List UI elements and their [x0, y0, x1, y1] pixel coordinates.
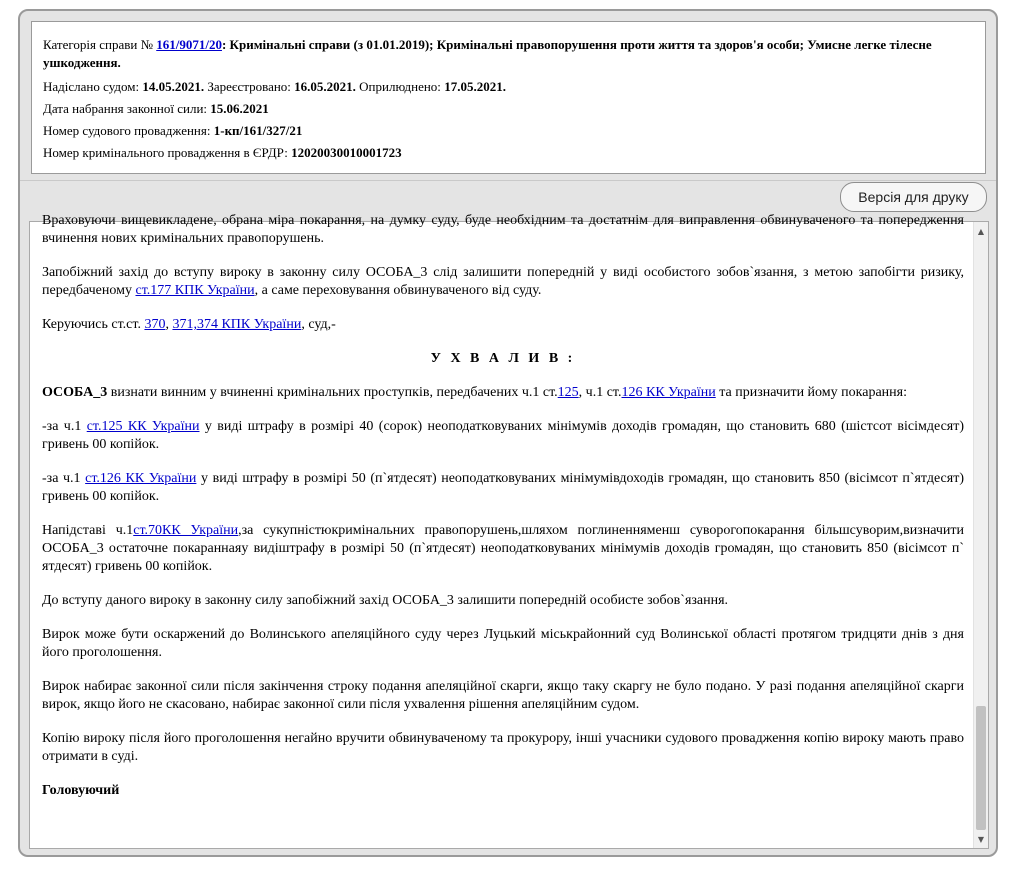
document-viewer[interactable] [29, 213, 989, 849]
erdr-number: 12020030010001723 [291, 145, 402, 160]
paragraph: ОСОБА_3 визнати винним у вчиненні кримінальних проступків, передбачених ч.1 ст.125, ч.1 ст.126 КК України та призначити йому покарання: [42, 385, 907, 400]
case-number-link[interactable]: 161/9071/20 [156, 37, 222, 52]
law-link[interactable]: ст.177 КПК України [135, 283, 255, 298]
effective-date-row [43, 98, 974, 120]
effective-date: 15.06.2021 [210, 101, 269, 116]
registered-date: 16.05.2021. [294, 79, 356, 94]
erdr-row [43, 142, 974, 164]
case-viewer-frame [18, 9, 998, 857]
proceeding-number: 1-кп/161/327/21 [213, 123, 303, 138]
scroll-down-icon[interactable]: ▼ [977, 834, 985, 844]
paragraph: Керуючись ст.ст. 370, 371,374 КПК України, суд,- [42, 317, 336, 332]
document-text [42, 212, 964, 816]
paragraph: Напідставі ч.1ст.70КК України,за сукупністюкримінальних правопорушень,шляхом поглиненняменш суворогопокарання більшсуворим,визначити ОСОБА_3 остаточне покараннаяу видіштрафу в розмірі 50 (п`ятдесят) неоподатковуваних мінімумів доходів громадян, що становить 850 (вісімсот п` ятдесят) гривень 00 копійок. [42, 523, 964, 574]
proceeding-label: Номер судового провадження: [43, 123, 214, 138]
law-link[interactable]: ст.70КК України [133, 523, 239, 538]
law-link[interactable]: 126 КК України [621, 385, 716, 400]
sent-label: Надіслано судом: [43, 79, 143, 94]
toolbar-divider [20, 180, 996, 181]
paragraph: Вирок набирає законної сили після закінчення строку подання апеляційної скарги, якщо таку скаргу не було подано. У разі подання апеляційної скарги вирок, якщо його не скасовано, набирає законної сили після ухвалення рішення апеляційним судом. [42, 679, 964, 712]
print-version-button[interactable]: Версія для друку [840, 182, 987, 212]
dates-row [43, 76, 974, 98]
scrollbar-thumb[interactable] [976, 706, 986, 830]
category-prefix: Категорія справи № [43, 37, 157, 52]
signature: Головуючий [42, 783, 120, 798]
scroll-up-icon[interactable]: ▲ [977, 226, 985, 236]
law-link[interactable]: 371,374 КПК України [172, 317, 302, 332]
paragraph: Враховуючи вищевикладене, обрана міра покарання, на думку суду, буде необхідним та достатнім для виправлення обвинуваченого та попередження вчинення нових кримінальних правопорушень. [42, 213, 964, 246]
case-info-panel [31, 21, 986, 174]
erdr-label: Номер кримінального провадження в ЄРДР: [43, 145, 292, 160]
law-link[interactable]: ст.126 КК України [85, 471, 197, 486]
paragraph: До вступу даного вироку в законну силу запобіжний захід ОСОБА_3 залишити попередній особисте зобов`язання. [42, 593, 729, 608]
effective-label: Дата набрання законної сили: [43, 101, 211, 116]
paragraph: -за ч.1 ст.126 КК України у виді штрафу в розмірі 50 (п`ятдесят) неоподатковуваних мінімумівдоходів громадян, що становить 850 (вісімсот п`ятдесят) гривень 00 копійок. [42, 471, 964, 504]
paragraph: Вирок може бути оскаржений до Волинського апеляційного суду через Луцький міськрайонний суд Волинської області протягом тридцяти днів з дня його проголошення. [42, 627, 964, 660]
paragraph: Запобіжний захід до вступу вироку в законну силу ОСОБА_3 слід залишити попередній у виді особистого зобов`язання, з метою запобігти ризику, передбаченому ст.177 КПК України, а саме переховування обвинуваченого від суду. [42, 265, 964, 298]
sent-date: 14.05.2021. [142, 79, 205, 94]
registered-label: Зареєстровано: [204, 79, 295, 94]
case-category-row [43, 36, 974, 76]
proceeding-row [43, 120, 974, 142]
verdict-heading: У Х В А Л И В : [430, 351, 576, 366]
vertical-scrollbar[interactable] [973, 222, 988, 848]
paragraph: Копію вироку після його проголошення негайно вручити обвинуваченому та прокурору, інші учасники судового провадження копію вироку мають право отримати в суді. [42, 731, 964, 764]
published-label: Оприлюднено: [355, 79, 445, 94]
paragraph: -за ч.1 ст.125 КК України у виді штрафу в розмірі 40 (сорок) неоподатковуваних мінімумів доходів громадян, що становить 680 (шістсот вісімдесят) гривень 00 копійок. [42, 419, 965, 452]
law-link[interactable]: 370 [144, 317, 166, 332]
published-date: 17.05.2021. [444, 79, 506, 94]
law-link[interactable]: ст.125 КК України [86, 419, 200, 434]
law-link[interactable]: 125 [557, 385, 579, 400]
category-text: : Кримінальні справи (з 01.01.2019); Кримінальні правопорушення проти життя та здоров'я особи; Умисне легке тілесне ушкодження. [43, 37, 932, 70]
